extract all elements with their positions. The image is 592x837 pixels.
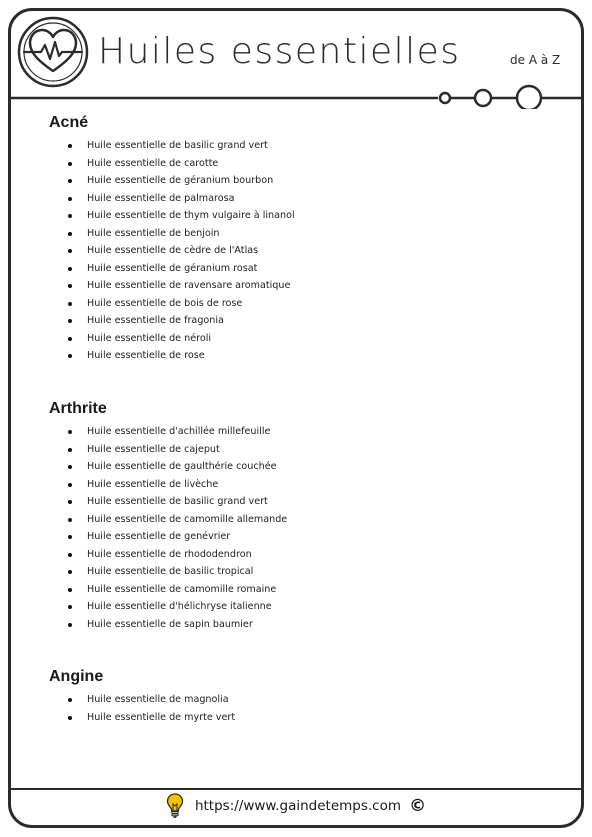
list-item: Huile essentielle de camomille allemande: [49, 511, 287, 529]
list-item: Huile essentielle de cèdre de l'Atlas: [49, 242, 295, 260]
section-angine: [49, 666, 235, 726]
list-item: Huile essentielle de thym vulgaire à linanol: [49, 207, 295, 225]
footer: [0, 793, 592, 823]
list-item: Huile essentielle de camomille romaine: [49, 581, 287, 599]
list-item: Huile essentielle de magnolia: [49, 691, 235, 709]
list-item: Huile essentielle de géranium bourbon: [49, 172, 295, 190]
copyright-symbol: ©: [409, 796, 427, 816]
list-item: Huile essentielle de livèche: [49, 476, 287, 494]
list-item: Huile essentielle de basilic tropical: [49, 563, 287, 581]
oil-list: [49, 423, 287, 633]
list-item: Huile essentielle de basilic grand vert: [49, 137, 295, 155]
list-item: Huile essentielle de ravensare aromatique: [49, 277, 295, 295]
list-item: Huile essentielle d'achillée millefeuille: [49, 423, 287, 441]
list-item: Huile essentielle de néroli: [49, 330, 295, 348]
oil-list: [49, 691, 235, 726]
list-item: Huile essentielle de basilic grand vert: [49, 493, 287, 511]
header-divider: [8, 79, 584, 109]
oil-list: [49, 137, 295, 365]
lightbulb-icon: [166, 793, 184, 819]
list-item: Huile essentielle de géranium rosat: [49, 260, 295, 278]
list-item: Huile essentielle de genévrier: [49, 528, 287, 546]
page-title: Huiles essentielles: [98, 31, 461, 72]
list-item: Huile essentielle de cajeput: [49, 441, 287, 459]
list-item: Huile essentielle de gaulthérie couchée: [49, 458, 287, 476]
list-item: Huile essentielle de sapin baumier: [49, 616, 287, 634]
page-subtitle: de A à Z: [510, 53, 561, 67]
list-item: Huile essentielle de palmarosa: [49, 190, 295, 208]
section-arthrite: [49, 398, 287, 633]
list-item: Huile essentielle de carotte: [49, 155, 295, 173]
list-item: Huile essentielle de rose: [49, 347, 295, 365]
list-item: Huile essentielle de benjoin: [49, 225, 295, 243]
section-title: Acné: [49, 114, 89, 131]
list-item: Huile essentielle de bois de rose: [49, 295, 295, 313]
section-title: Arthrite: [49, 400, 107, 417]
list-item: Huile essentielle de myrte vert: [49, 709, 235, 727]
list-item: Huile essentielle d'hélichryse italienne: [49, 598, 287, 616]
section-title: Angine: [49, 668, 104, 685]
list-item: Huile essentielle de fragonia: [49, 312, 295, 330]
website-link[interactable]: https://www.gaindetemps.com: [194, 798, 402, 814]
list-item: Huile essentielle de rhododendron: [49, 546, 287, 564]
footer-divider: [8, 788, 584, 790]
section-acne: [49, 112, 295, 365]
